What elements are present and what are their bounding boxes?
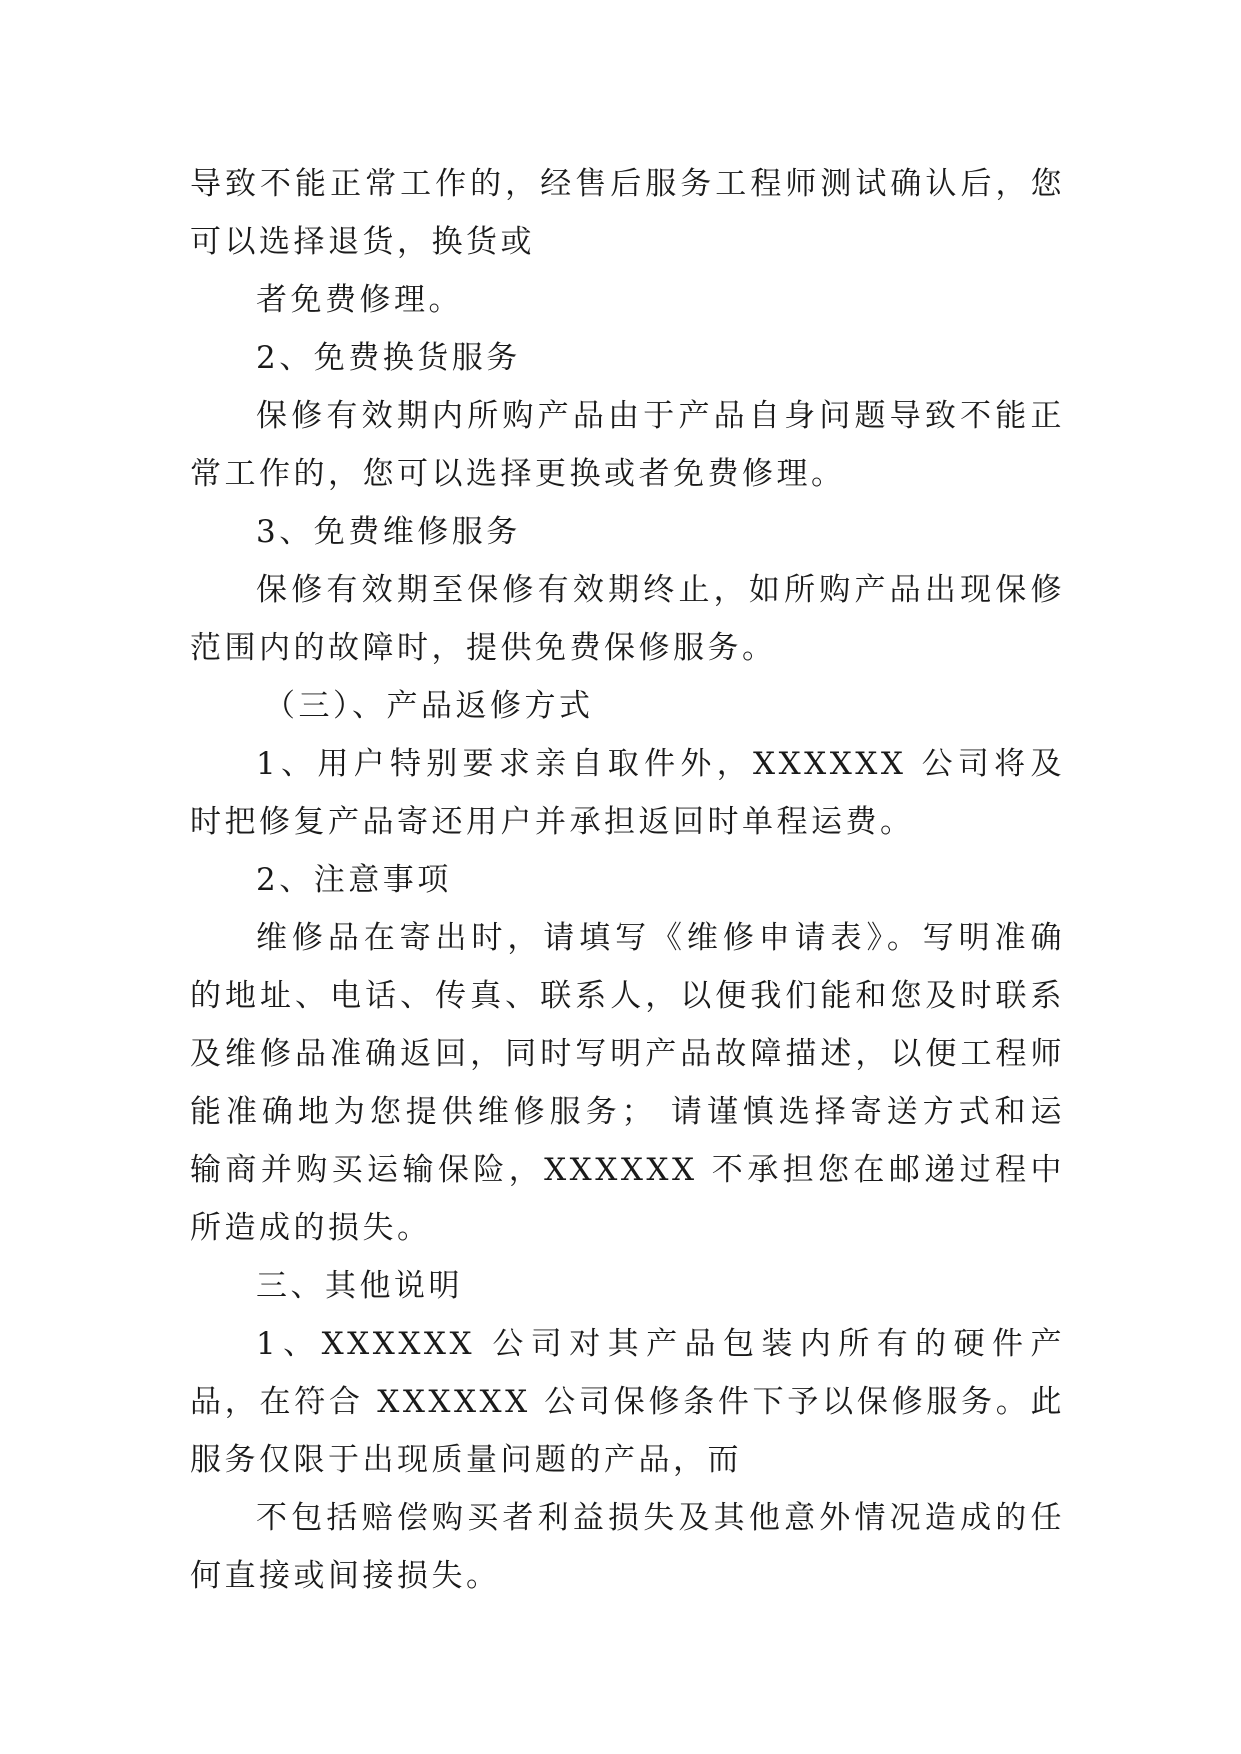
paragraph-notes: 维修品在寄出时，请填写《维修申请表》。写明准确的地址、电话、传真、联系人，以便我们能和您及时联系及维修品准确返回，同时写明产品故障描述，以便工程师能准确地为您提供维修服务； 请谨慎选择寄送方式和运输商并购买运输保险，XXXXXX 不承担您在邮递过程中所造成的损失。 xyxy=(190,920,1065,1246)
paragraph-2: 者免费修理。 xyxy=(256,282,463,318)
paragraph-other-1: 1、XXXXXX 公司对其产品包装内所有的硬件产品，在符合 XXXXXX 公司保修条件下予以保修服务。此服务仅限于出现质量问题的产品，而 xyxy=(190,1326,1065,1478)
paragraph-free-exchange: 保修有效期内所购产品由于产品自身问题导致不能正常工作的，您可以选择更换或者免费修理。 xyxy=(190,398,1065,492)
heading-free-repair: 3、免费维修服务 xyxy=(256,514,521,550)
heading-return-method: （三）、产品返修方式 xyxy=(264,688,594,724)
paragraph-other-2: 不包括赔偿购买者利益损失及其他意外情况造成的任何直接或间接损失。 xyxy=(190,1500,1065,1594)
heading-other: 三、其他说明 xyxy=(256,1268,463,1304)
paragraph-1: 导致不能正常工作的，经售后服务工程师测试确认后，您可以选择退货，换货或 xyxy=(190,166,1065,260)
paragraph-return-method: 1、用户特别要求亲自取件外，XXXXXX 公司将及时把修复产品寄还用户并承担返回时单程运费。 xyxy=(190,746,1065,840)
heading-free-exchange: 2、免费换货服务 xyxy=(256,340,521,376)
heading-notes: 2、注意事项 xyxy=(256,862,452,898)
paragraph-free-repair: 保修有效期至保修有效期终止，如所购产品出现保修范围内的故障时，提供免费保修服务。 xyxy=(190,572,1065,666)
document-body xyxy=(190,155,1065,1605)
